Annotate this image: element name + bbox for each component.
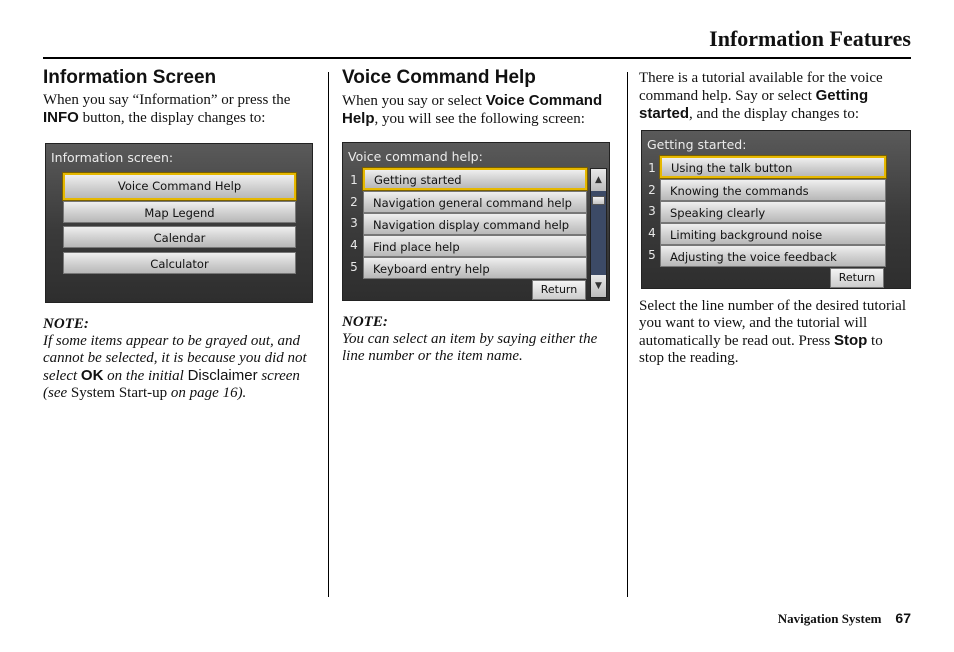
instruction-paragraph: Select the line number of the desired tutorial you want to view, and the tutorial will automatically be read out. Press Stop to stop the reading. <box>639 298 906 366</box>
section-heading: Information Screen <box>43 67 217 88</box>
tutorial-row-speaking-clearly[interactable]: Speaking clearly <box>660 201 886 223</box>
help-row-keyboard-entry[interactable]: Keyboard entry help <box>363 257 587 279</box>
menu-calendar[interactable]: Calendar <box>63 226 296 248</box>
screen-title: Information screen: <box>51 150 174 165</box>
note-text: If some items appear to be grayed out, and cannot be selected, it is because you did not select OK on the initial Disclaimer screen (see System Start-up on page 16). <box>43 333 307 401</box>
row-number: 1 <box>648 161 656 175</box>
tutorial-row-talk-button[interactable]: Using the talk button <box>660 156 886 178</box>
getting-started-section <box>639 70 911 367</box>
row-number: 3 <box>350 216 358 230</box>
help-row-navigation-general[interactable]: Navigation general command help <box>363 191 587 213</box>
row-number: 4 <box>648 226 656 240</box>
note-heading: NOTE: <box>43 316 89 332</box>
row-number: 5 <box>648 248 656 262</box>
voice-command-help-screen-image <box>342 142 610 301</box>
row-number: 5 <box>350 260 358 274</box>
intro-paragraph: When you say “Information” or press the INFO button, the display changes to: <box>43 92 291 126</box>
scroll-thumb[interactable] <box>592 196 605 205</box>
row-number: 4 <box>350 238 358 252</box>
information-screen-section <box>43 67 319 402</box>
tutorial-row-voice-feedback[interactable]: Adjusting the voice feedback <box>660 245 886 267</box>
tutorial-row-knowing-commands[interactable]: Knowing the commands <box>660 179 886 201</box>
scroll-down-icon[interactable]: ▼ <box>591 275 606 297</box>
page-footer <box>778 610 911 627</box>
return-button[interactable]: Return <box>830 268 884 288</box>
screen-title: Getting started: <box>647 137 747 152</box>
column-divider <box>627 72 628 597</box>
return-button[interactable]: Return <box>532 280 586 300</box>
help-row-navigation-display[interactable]: Navigation display command help <box>363 213 587 235</box>
tutorial-row-background-noise[interactable]: Limiting background noise <box>660 223 886 245</box>
screen-title: Voice command help: <box>348 149 483 164</box>
getting-started-screen-image <box>641 130 911 289</box>
footer-section-name: Navigation System <box>777 611 882 626</box>
section-heading: Voice Command Help <box>342 67 536 88</box>
scrollbar[interactable] <box>590 168 607 298</box>
menu-voice-command-help[interactable]: Voice Command Help <box>63 173 296 200</box>
intro-paragraph: When you say or select Voice Command Help, you will see the following screen: <box>342 92 603 127</box>
row-number: 2 <box>648 183 656 197</box>
row-number: 2 <box>350 195 358 209</box>
page-reference: System Start-up <box>70 385 168 401</box>
help-row-find-place[interactable]: Find place help <box>363 235 587 257</box>
row-number: 3 <box>648 204 656 218</box>
menu-map-legend[interactable]: Map Legend <box>63 201 296 223</box>
information-screen-image <box>45 143 313 303</box>
note-text: You can select an item by saying either the line number or the item name. <box>342 331 598 364</box>
column-divider <box>328 72 329 597</box>
voice-command-help-section <box>342 67 614 365</box>
info-button-ref: INFO <box>43 109 79 126</box>
row-number: 1 <box>350 173 358 187</box>
page-number: 67 <box>895 610 911 626</box>
header-rule <box>43 57 911 59</box>
scroll-up-icon[interactable]: ▲ <box>591 169 606 191</box>
page-title: Information Features <box>709 26 911 51</box>
menu-calculator[interactable]: Calculator <box>63 252 296 274</box>
help-row-getting-started[interactable]: Getting started <box>363 168 587 190</box>
note-heading: NOTE: <box>342 314 388 330</box>
intro-paragraph: There is a tutorial available for the voice command help. Say or select Getting started, and the display changes to: <box>639 70 883 122</box>
